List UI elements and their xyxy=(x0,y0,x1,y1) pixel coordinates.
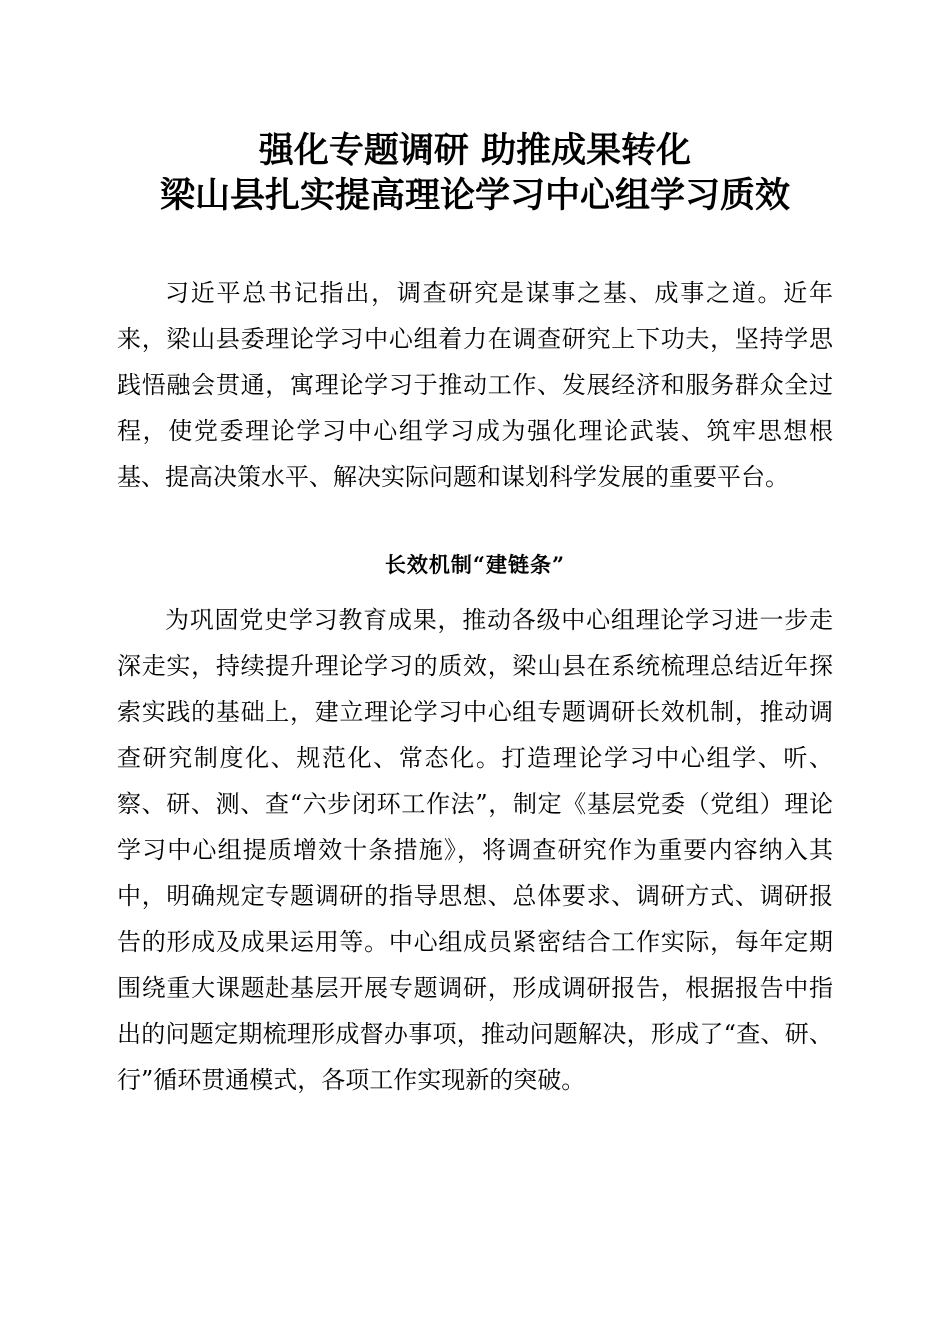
document-title-line-2: 梁山县扎实提高理论学习中心组学习质效 xyxy=(159,175,790,216)
document-title-line-1: 强化专题调研 助推成果转化 xyxy=(258,130,692,171)
section-heading: 长效机制“建链条” xyxy=(384,552,566,577)
intro-paragraph: 习近平总书记指出，调查研究是谋事之基、成事之道。近年来，梁山县委理论学习中心组着力在调查研究上下功夫，坚持学思践悟融会贯通，寓理论学习于推动工作、发展经济和服务群众全过程，使党委理论学习中心组学习成为强化理论武装、筑牢思想根基、提高决策水平、解决实际问题和谋划科学发展的重要平台。 xyxy=(117,279,833,491)
section-paragraph: 为巩固党史学习教育成果，推动各级中心组理论学习进一步走深走实，持续提升理论学习的质效，梁山县在系统梳理总结近年探索实践的基础上，建立理论学习中心组专题调研长效机制，推动调查研究制度化、规范化、常态化。打造理论学习中心组学、听、察、研、测、查“六步闭环工作法”，制定《基层党委（党组）理论学习中心组提质增效十条措施》，将调查研究作为重要内容纳入其中，明确规定专题调研的指导思想、总体要求、调研方式、调研报告的形成及成果运用等。中心组成员紧密结合工作实际，每年定期围绕重大课题赴基层开展专题调研，形成调研报告，根据报告中指出的问题定期梳理形成督办事项，推动问题解决，形成了“查、研、行”循环贯通模式，各项工作实现新的突破。 xyxy=(117,606,833,1094)
